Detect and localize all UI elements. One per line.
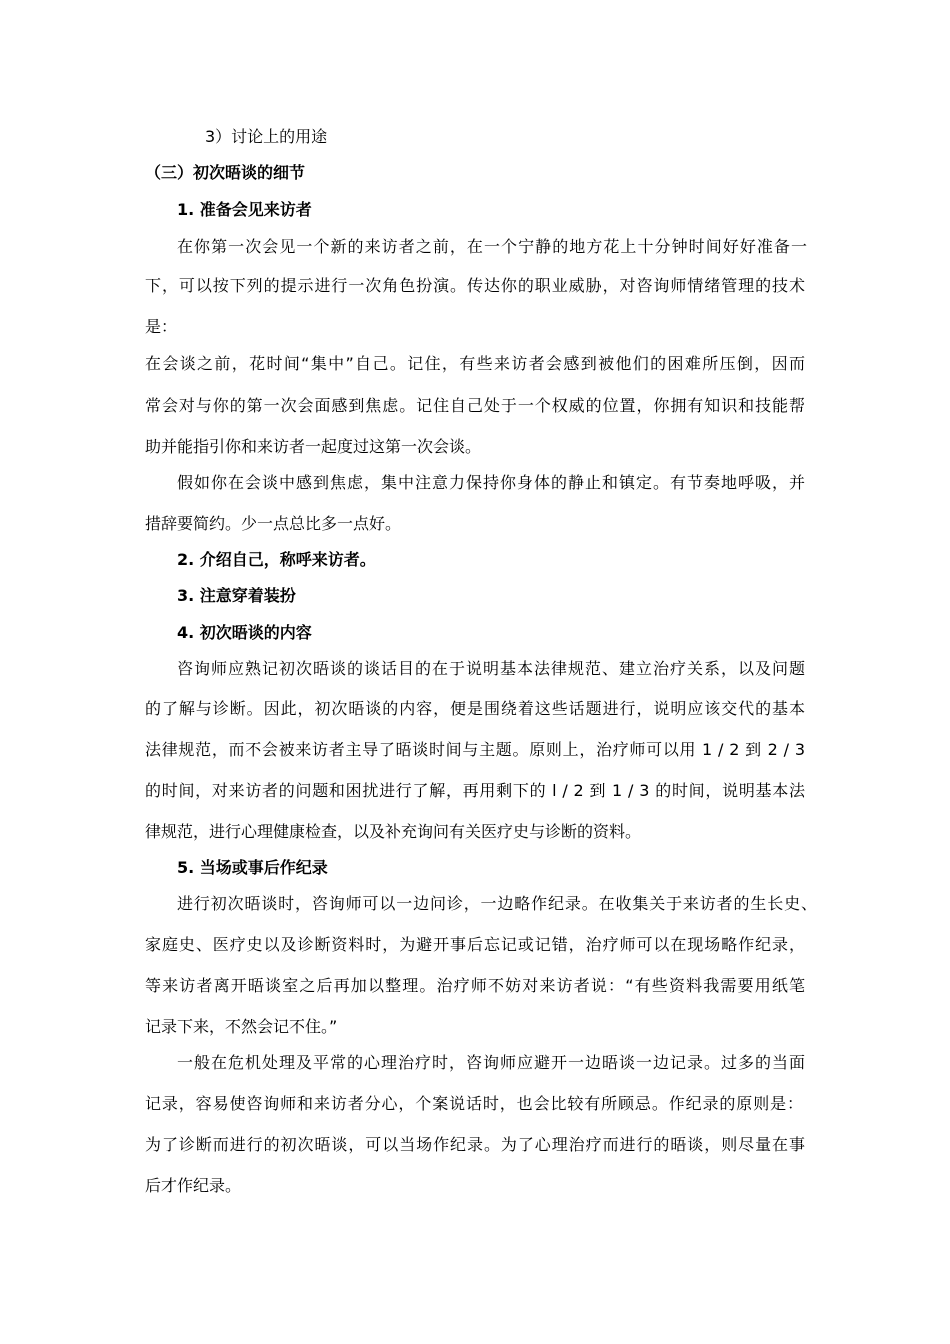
- paragraph-line: 助并能指引你和来访者一起度过这第一次会谈。: [145, 437, 482, 456]
- paragraph-line: 记录，容易使咨询师和来访者分心，个案说话时，也会比较有所顾忌。作纪录的原则是：: [145, 1094, 803, 1113]
- paragraph-line: 常会对与你的第一次会面感到焦虑。记住自己处于一个权威的位置，你拥有知识和技能帮: [145, 396, 805, 415]
- subheading-1: 1. 准备会见来访者: [177, 200, 312, 219]
- subheading-4: 4. 初次晤谈的内容: [177, 623, 312, 642]
- paragraph-line: 是：: [145, 317, 178, 336]
- paragraph-line: 一般在危机处理及平常的心理治疗时，咨询师应避开一边晤谈一边记录。过多的当面: [177, 1053, 805, 1072]
- paragraph-line: 家庭史、医疗史以及诊断资料时，为避开事后忘记或记错，治疗师可以在现场略作纪录，: [145, 935, 805, 954]
- list-item-3: 3）讨论上的用途: [205, 127, 328, 146]
- paragraph-line: 下，可以按下列的提示进行一次角色扮演。传达你的职业威胁，对咨询师情绪管理的技术: [145, 276, 805, 295]
- subheading-5: 5. 当场或事后作纪录: [177, 858, 328, 877]
- paragraph-line: 等来访者离开晤谈室之后再加以整理。治疗师不妨对来访者说：“有些资料我需要用纸笔: [145, 976, 805, 995]
- subheading-3: 3. 注意穿着装扮: [177, 586, 296, 605]
- paragraph-line: 后才作纪录。: [145, 1176, 242, 1195]
- paragraph-line: 法律规范，而不会被来访者主导了晤谈时间与主题。原则上，治疗师可以用 1 / 2 到 2 / 3: [145, 740, 805, 759]
- paragraph-line: 措辞要简约。少一点总比多一点好。: [145, 514, 402, 533]
- paragraph-line: 律规范，进行心理健康检查，以及补充询问有关医疗史与诊断的资料。: [145, 822, 642, 841]
- paragraph-line: 假如你在会谈中感到焦虑，集中注意力保持你身体的静止和镇定。有节奏地呼吸，并: [177, 473, 805, 492]
- paragraph-line: 的了解与诊断。因此，初次晤谈的内容，便是围绕着这些话题进行，说明应该交代的基本: [145, 699, 805, 718]
- paragraph-line: 进行初次晤谈时，咨询师可以一边问诊，一边略作纪录。在收集关于来访者的生长史、: [177, 894, 817, 913]
- paragraph-line: 的时间，对来访者的问题和困扰进行了解，再用剩下的 l / 2 到 1 / 3 的时间，说明基本法: [145, 781, 805, 800]
- subheading-2: 2. 介绍自己，称呼来访者。: [177, 550, 376, 569]
- paragraph-line: 记录下来，不然会记不住。”: [145, 1017, 338, 1036]
- section-heading: （三）初次晤谈的细节: [145, 163, 306, 182]
- paragraph-line: 咨询师应熟记初次晤谈的谈话目的在于说明基本法律规范、建立治疗关系，以及问题: [177, 659, 805, 678]
- paragraph-line: 在会谈之前，花时间“集中”自己。记住，有些来访者会感到被他们的困难所压倒，因而: [145, 354, 805, 373]
- paragraph-line: 为了诊断而进行的初次晤谈，可以当场作纪录。为了心理治疗而进行的晤谈，则尽量在事: [145, 1135, 805, 1154]
- paragraph-line: 在你第一次会见一个新的来访者之前，在一个宁静的地方花上十分钟时间好好准备一: [177, 237, 807, 256]
